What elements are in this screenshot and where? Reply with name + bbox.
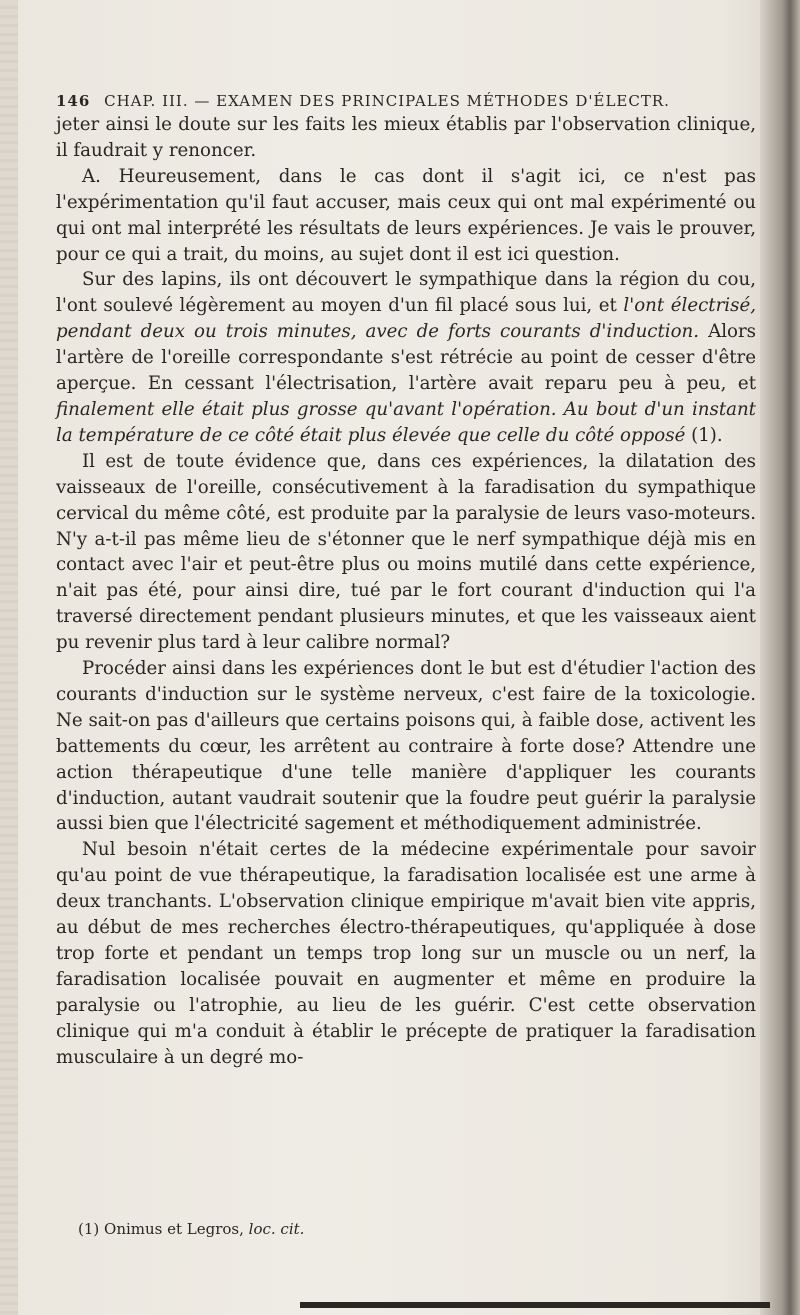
footnote-citation: loc. cit.	[248, 1220, 305, 1238]
page-number: 146	[56, 92, 91, 110]
italic-text: finalement elle était plus grosse qu'avant l'opération. Au bout d'un instant la température de ce côté était plus élevée que celle du côté opposé	[56, 398, 756, 446]
text-run: Il est de toute évidence que, dans ces expériences, la dilatation des vaisseaux de l'oreille, consécutivement à la faradisation du sympathique cervical du même côté, est produite par la paralysie de leurs vaso-moteurs. N'y a-t-il pas même lieu de s'étonner que le nerf sympathique déjà mis en contact avec l'air et peut-être plus ou moins mutilé dans cette expérience, n'ait pas été, pour ainsi dire, tué par le fort courant d'induction qui l'a traversé directement pendant plusieurs minutes, et que les vaisseaux aient pu revenir plus tard à leur calibre normal?	[56, 450, 756, 654]
paragraph	[56, 837, 756, 1070]
paragraph	[56, 656, 756, 837]
text-run: Procéder ainsi dans les expériences dont le but est d'étudier l'action des courants d'induction sur le système nerveux, c'est faire de la toxicologie. Ne sait-on pas d'ailleurs que certains poisons qui, à faible dose, activent les battements du cœur, les arrêtent au contraire à forte dose? Attendre une action thérapeutique d'une telle manière d'appliquer les courants d'induction, autant vaudrait soutenir que la foudre peut guérir la paralysie aussi bien que l'électricité sagement et méthodiquement administrée.	[56, 658, 756, 835]
body-text	[56, 112, 756, 1071]
running-header	[56, 92, 756, 110]
text-run: (1).	[685, 424, 723, 446]
text-run: Alors l'artère de l'oreille correspondante s'est rétrécie au point de cesser d'être aperçue. En cessant l'électrisation, l'artère avait reparu peu à peu, et	[56, 321, 757, 395]
text-run: Nul besoin n'était certes de la médecine expérimentale pour savoir qu'au point de vue thérapeutique, la faradisation localisée est une arme à deux tranchants. L'observation clinique empirique m'avait bien vite appris, au début de mes recherches électro-thérapeutiques, qu'appliquée à dose trop forte et pendant un temps trop long sur un muscle ou un nerf, la faradisation localisée pouvait en augmenter et même en produire la paralysie ou l'atrophie, au lieu de les guérir. C'est cette observation clinique qui m'a conduit à établir le précepte de pratiquer la faradisation musculaire à un degré mo-	[56, 839, 756, 1068]
running-title: CHAP. III. — EXAMEN DES PRINCIPALES MÉTHODES D'ÉLECTR.	[104, 92, 670, 110]
paragraph	[56, 449, 756, 656]
footnote	[78, 1220, 738, 1238]
page-left-edge	[0, 0, 18, 1315]
bottom-rule	[300, 1302, 770, 1308]
paragraph	[56, 112, 756, 164]
footnote-text: (1) Onimus et Legros,	[78, 1220, 249, 1238]
text-run: jeter ainsi le doute sur les faits les mieux établis par l'observation clinique, il faudrait y renoncer.	[56, 114, 756, 161]
paragraph	[56, 267, 756, 448]
text-run: A. Heureusement, dans le cas dont il s'agit ici, ce n'est pas l'expérimentation qu'il faut accuser, mais ceux qui ont mal expérimenté ou qui ont mal interprété les résultats de leurs expériences. Je vais le prouver, pour ce qui a trait, du moins, au sujet dont il est ici question.	[56, 165, 756, 265]
italic-text: l'ont électrisé, pendant deux ou trois minutes, avec de forts courants d'induction.	[56, 295, 756, 343]
book-binding-edge	[760, 0, 800, 1315]
paragraph	[56, 164, 756, 268]
text-run: Sur des lapins, ils ont découvert le sympathique dans la région du cou, l'ont soulevé légèrement au moyen d'un fil placé sous lui, et	[56, 269, 756, 317]
